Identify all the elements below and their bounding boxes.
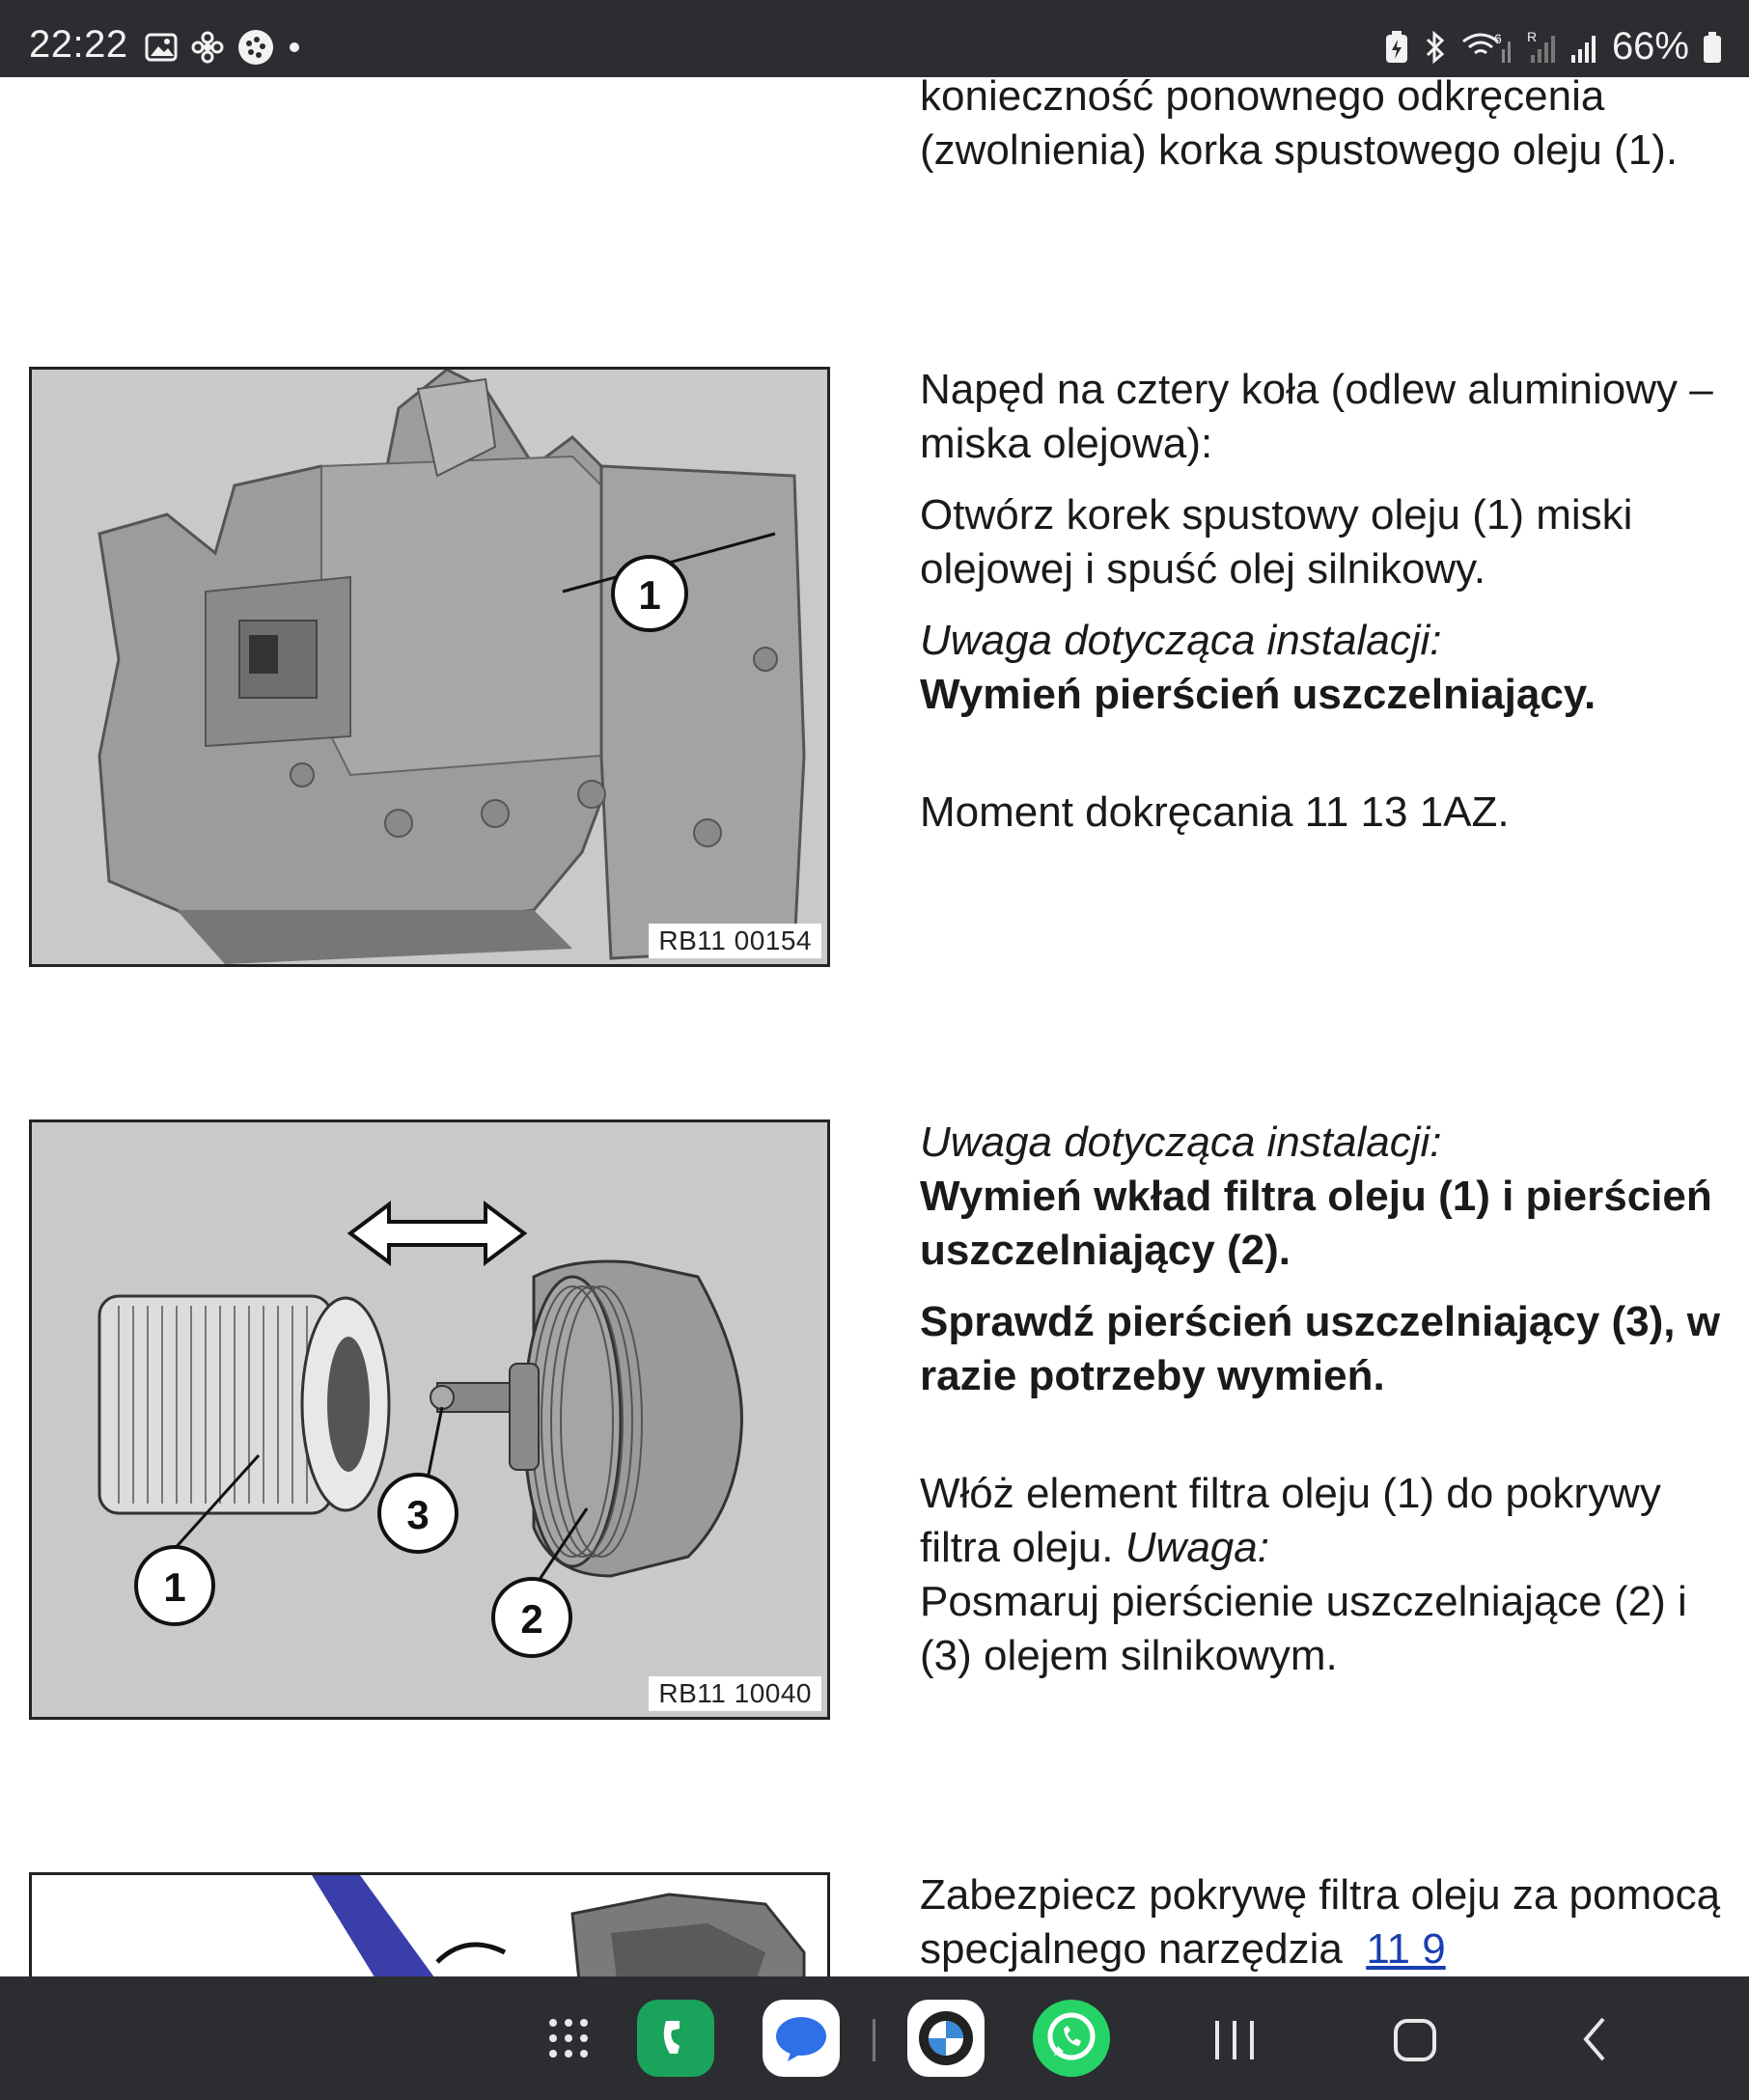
figure-code: RB11 00154 <box>649 924 821 958</box>
callout-number-2: 2 <box>520 1596 543 1642</box>
filter-insert-text: Włóż element filtra oleju (1) do pokrywy filtra oleju. <box>920 1470 1661 1571</box>
awd-note-title: Uwaga dotycząca instalacji: <box>920 617 1442 664</box>
back-button[interactable] <box>1578 2015 1613 2063</box>
notification-icons <box>145 29 301 66</box>
phone-app-icon[interactable] <box>637 2000 714 2077</box>
intro-paragraph <box>920 77 1721 178</box>
filter-insert <box>920 1467 1721 1683</box>
battery-percentage: 66% <box>1611 25 1689 68</box>
document-content[interactable] <box>0 77 1749 1976</box>
battery-icon <box>1703 31 1722 64</box>
intro-text: konieczność ponownego odkręcenia (zwolnienia) korka spustowego oleju (1). <box>920 77 1679 174</box>
cap-tool-figure <box>29 1872 830 1976</box>
svg-text:R: R <box>1526 29 1538 44</box>
battery-saver-icon <box>1384 30 1409 65</box>
whatsapp-app-icon[interactable] <box>1033 2000 1110 2077</box>
secure-paragraph <box>920 1868 1721 1976</box>
figure-code: RB11 10040 <box>649 1676 821 1711</box>
oil-filter-illustration <box>32 1122 827 1717</box>
svg-text:6: 6 <box>1493 30 1502 46</box>
navigation-bar <box>0 1976 1749 2100</box>
filter-insert-note-label: Uwaga: <box>1124 1524 1269 1571</box>
special-tool-link[interactable]: 11 9 <box>1366 1925 1446 1973</box>
status-time: 22:22 <box>29 23 128 66</box>
status-bar <box>0 0 1749 77</box>
secure-text-block <box>920 1868 1721 1976</box>
home-button[interactable] <box>1392 2017 1438 2063</box>
signal-icon <box>1527 30 1556 65</box>
callout-number-1: 1 <box>163 1564 186 1610</box>
filter-note-body: Wymień wkład filtra oleju (1) i pierścień uszczelniający (2). <box>920 1173 1712 1274</box>
dot-icon <box>288 41 301 54</box>
signal-icon-2 <box>1569 30 1598 65</box>
system-icons <box>1384 25 1722 69</box>
oil-pan-illustration <box>32 370 827 964</box>
secure-text: Zabezpiecz pokrywę filtra oleju za pomocą specjalnego narzędzia <box>920 1871 1721 1973</box>
filter-note-title: Uwaga dotycząca instalacji: <box>920 1119 1442 1166</box>
awd-note-body: Wymień pierścień uszczelniający. <box>920 671 1596 718</box>
awd-instruction: Otwórz korek spustowy oleju (1) miski olejowej i spuść olej silnikowy. <box>920 491 1633 593</box>
bluetooth-icon <box>1423 30 1448 65</box>
filter-text-block <box>920 1116 1721 1683</box>
gallery-icon <box>145 33 178 62</box>
recents-button[interactable] <box>1211 2019 1260 2061</box>
apps-grid-icon[interactable] <box>545 2015 592 2061</box>
bmw-app-icon[interactable] <box>907 2000 985 2077</box>
dots-circle-icon <box>237 29 274 66</box>
messages-app-icon[interactable] <box>763 2000 840 2077</box>
awd-torque: Moment dokręcania 11 13 1AZ. <box>920 788 1510 836</box>
callout-number-3: 3 <box>406 1492 430 1537</box>
callout-number-1: 1 <box>638 572 661 618</box>
oil-filter-figure <box>29 1119 830 1720</box>
awd-text-block <box>920 363 1721 840</box>
filter-check: Sprawdź pierścień uszczelniający (3), w razie potrzeby wymień. <box>920 1298 1720 1399</box>
cap-tool-illustration <box>32 1875 827 1976</box>
dock-divider <box>873 2019 875 2061</box>
filter-insert-note-body: Posmaruj pierścienie uszczelniające (2) i (3) olejem silnikowym. <box>920 1578 1687 1679</box>
fan-icon <box>191 31 224 64</box>
oil-pan-figure <box>29 367 830 967</box>
awd-heading: Napęd na cztery koła (odlew aluminiowy – miska olejowa): <box>920 366 1713 467</box>
wifi-icon <box>1461 30 1513 65</box>
